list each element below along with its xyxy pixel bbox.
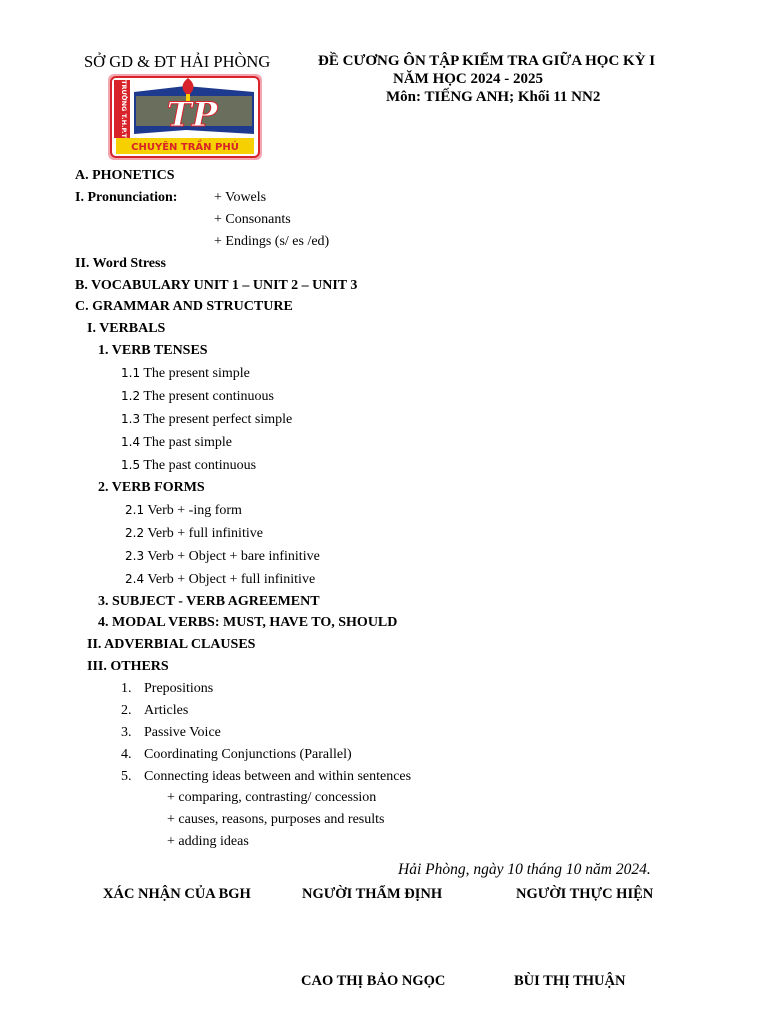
others-heading: III. OTHERS [87, 659, 169, 674]
list-item-number: 5. [121, 769, 132, 784]
modal-verbs-heading: 4. MODAL VERBS: MUST, HAVE TO, SHOULD [98, 615, 398, 630]
list-item-number: 1.5 [121, 458, 141, 472]
list-item [125, 503, 242, 519]
pronunciation-item: + Vowels [214, 190, 267, 205]
signature-title-bgh: XÁC NHẬN CỦA BGH [103, 886, 251, 902]
verb-forms-heading: 2. VERB FORMS [98, 480, 205, 495]
adverbial-clauses-heading: II. ADVERBIAL CLAUSES [87, 637, 256, 652]
list-item-text: Verb + Object + full infinitive [147, 572, 316, 587]
agreement-heading: 3. SUBJECT - VERB AGREEMENT [98, 594, 320, 609]
list-item-text: The present simple [143, 366, 250, 381]
list-item [121, 725, 221, 741]
list-item-number: 1. [121, 681, 132, 696]
list-item [121, 703, 189, 719]
logo-side-text: TRƯỜNG T.H.P.T [120, 80, 128, 138]
connecting-subitem: + causes, reasons, purposes and results [167, 812, 385, 827]
section-c-heading: C. GRAMMAR AND STRUCTURE [75, 299, 293, 314]
author-name: BÙI THỊ THUẬN [514, 973, 626, 989]
list-item [121, 747, 352, 763]
list-item-text: The past simple [143, 435, 232, 450]
list-item-text: Coordinating Conjunctions (Parallel) [144, 747, 352, 762]
section-a-heading: A. PHONETICS [75, 168, 175, 183]
document-title: ĐỀ CƯƠNG ÔN TẬP KIỂM TRA GIỮA HỌC KỲ I [318, 53, 656, 69]
list-item-number: 2.1 [125, 503, 145, 517]
pronunciation-label: I. Pronunciation: [75, 190, 178, 205]
section-b-heading: B. VOCABULARY UNIT 1 – UNIT 2 – UNIT 3 [75, 278, 358, 293]
list-item [121, 769, 412, 785]
subject-line: Môn: TIẾNG ANH; Khối 11 NN2 [386, 89, 601, 105]
school-logo-graphic [108, 74, 262, 160]
verbals-heading: I. VERBALS [87, 321, 166, 336]
list-item-number: 2.3 [125, 549, 145, 563]
list-item-text: Articles [144, 703, 189, 718]
pronunciation-item: + Endings (s/ es /ed) [214, 234, 330, 249]
list-item-text: The past continuous [143, 458, 257, 473]
logo-banner-text: CHUYÊN TRẦN PHÚ [131, 142, 239, 153]
list-item [121, 458, 256, 474]
list-item-number: 1.1 [121, 366, 141, 380]
date-line: Hải Phòng, ngày 10 tháng 10 năm 2024. [398, 861, 651, 878]
list-item-number: 3. [121, 725, 132, 740]
list-item [121, 412, 292, 428]
list-item-number: 4. [121, 747, 132, 762]
list-item-number: 1.3 [121, 412, 141, 426]
list-item-text: Verb + full infinitive [147, 526, 263, 541]
connecting-subitem: + adding ideas [167, 834, 249, 849]
school-year: NĂM HỌC 2024 - 2025 [393, 71, 543, 87]
pronunciation-item: + Consonants [214, 212, 291, 227]
list-item-text: Passive Voice [144, 725, 221, 740]
list-item-text: Prepositions [144, 681, 214, 696]
logo-monogram: TP [166, 95, 218, 135]
signature-title-reviewer: NGƯỜI THẨM ĐỊNH [302, 886, 443, 902]
list-item-text: Connecting ideas between and within sentences [144, 769, 412, 784]
list-item-number: 1.4 [121, 435, 141, 449]
list-item-number: 2.4 [125, 572, 145, 586]
list-item-text: Verb + -ing form [147, 503, 242, 518]
verb-tenses-heading: 1. VERB TENSES [98, 343, 208, 358]
list-item [125, 572, 315, 588]
list-item-number: 1.2 [121, 389, 141, 403]
list-item [125, 526, 263, 542]
school-logo [108, 74, 262, 160]
reviewer-name: CAO THỊ BẢO NGỌC [301, 973, 446, 989]
list-item [121, 435, 232, 451]
list-item-number: 2. [121, 703, 132, 718]
list-item-text: The present perfect simple [143, 412, 293, 427]
list-item-text: Verb + Object + bare infinitive [147, 549, 320, 564]
list-item [121, 681, 214, 697]
connecting-subitem: + comparing, contrasting/ concession [167, 790, 377, 805]
department-name: SỞ GD & ĐT HẢI PHÒNG [84, 52, 271, 71]
list-item-number: 2.2 [125, 526, 145, 540]
list-item [121, 366, 250, 382]
signature-title-author: NGƯỜI THỰC HIỆN [516, 886, 654, 902]
list-item [121, 389, 274, 405]
word-stress-heading: II. Word Stress [75, 256, 166, 271]
list-item-text: The present continuous [143, 389, 274, 404]
list-item [125, 549, 320, 565]
